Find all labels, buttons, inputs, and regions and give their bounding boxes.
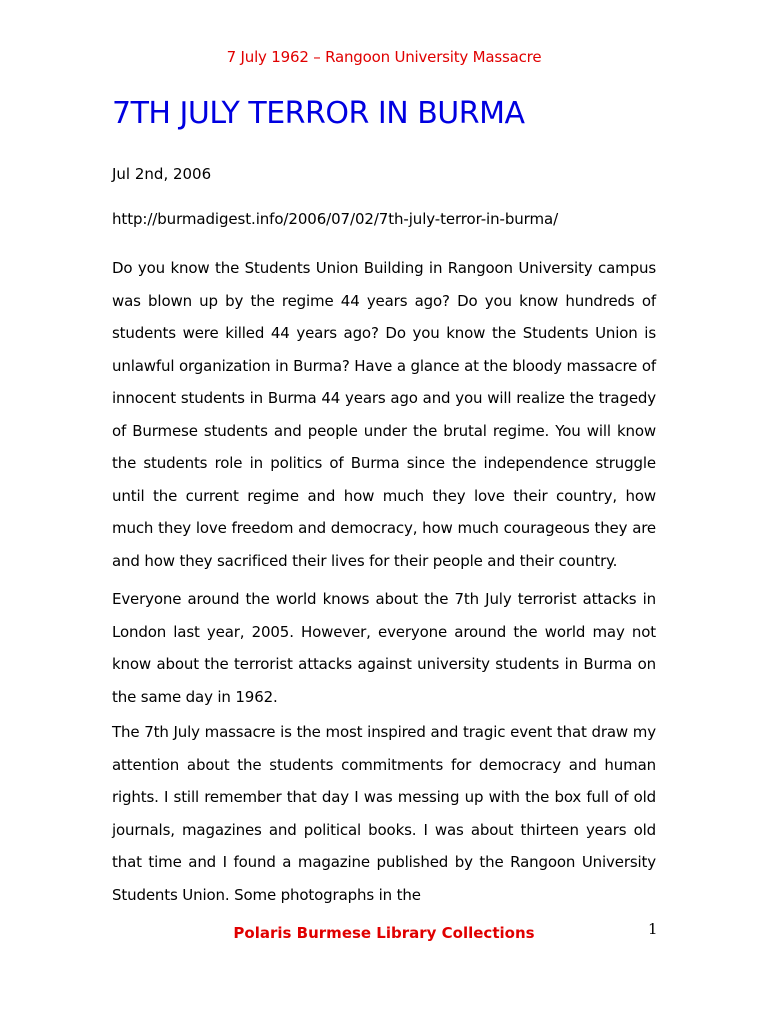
paragraph-2: Everyone around the world knows about the 7th July terrorist attacks in London last year, 2005. However, everyone around the world may not know about the terrorist attacks against university students in Burma on the same day in 1962. (112, 590, 656, 706)
article-title: 7TH JULY TERROR IN BURMA (112, 96, 525, 131)
article-date: Jul 2nd, 2006 (112, 165, 212, 183)
running-header: 7 July 1962 – Rangoon University Massacre (226, 48, 542, 66)
source-url: http://burmadigest.info/2006/07/02/7th-july-terror-in-burma/ (112, 210, 559, 228)
footer-collection: Polaris Burmese Library Collections (233, 924, 535, 942)
paragraph-1: Do you know the Students Union Building in Rangoon University campus was blown up by the regime 44 years ago? Do you know hundreds of students were killed 44 years ago? Do you know the Students Union is unlawful organization in Burma? Have a glance at the bloody massacre of innocent students in Burma 44 years ago and you will realize the tragedy of Burmese students and people under the brutal regime. You will know the students role in politics of Burma since the independence struggle until the current regime and how much they love their country, how much they love freedom and democracy, how much courageous they are and how they sacrificed their lives for their people and their country. (112, 259, 656, 570)
paragraph-3: The 7th July massacre is the most inspired and tragic event that draw my attention about the students commitments for democracy and human rights. I still remember that day I was messing up with the box full of old journals, magazines and political books. I was about thirteen years old that time and I found a magazine published by the Rangoon University Students Union. Some photographs in the (112, 723, 656, 904)
page-number: 1 (648, 920, 658, 938)
